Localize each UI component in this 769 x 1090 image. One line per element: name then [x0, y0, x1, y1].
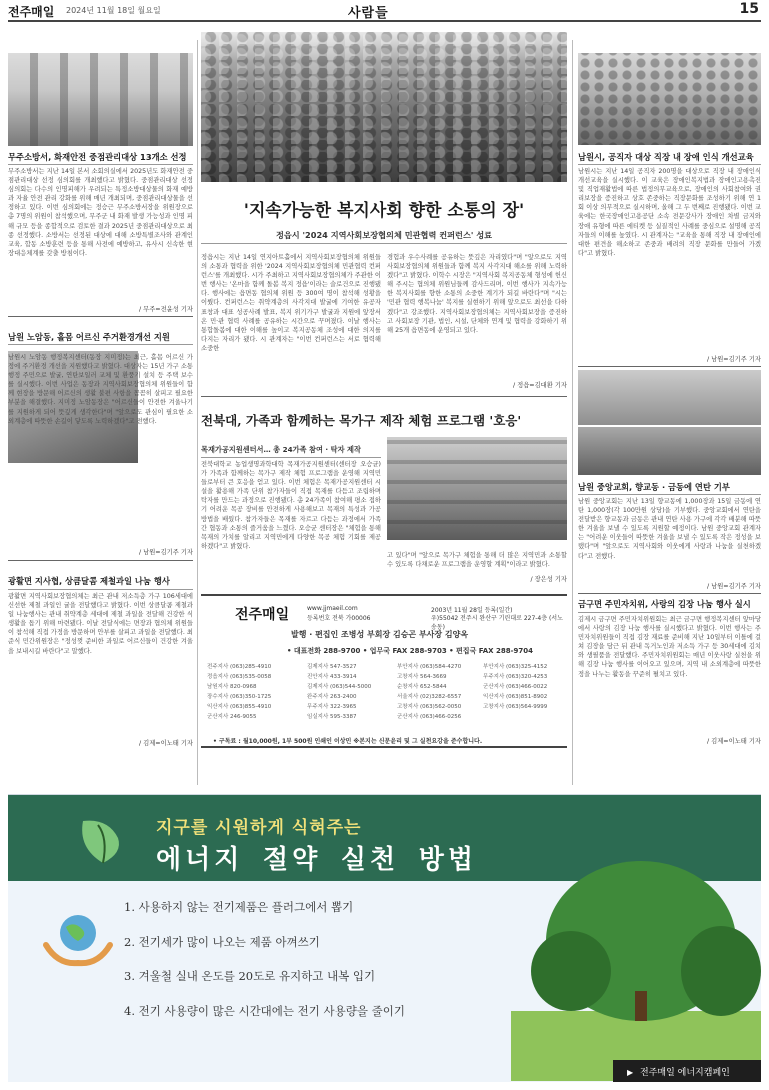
article-body: 남원시는 지난 14일 공직자 200명을 대상으로 직장 내 장애인식 개선교육을 실시했다. 이 교육은 장애인복지법과 장애인고용촉진 및 직업재활법에 따른 법정의무교육으로, 장애인의 사회참여와 권리보장을 증진하고 상호 존중하는 직장문화를 조성하기 위해 연 1회 이상 의무적으로 실시하며, 올해 그 두 번째로 진행됐다. 이번 교육에는 한국장애인고용공단 소속 전문강사가 장애인 차별 금지와 장애 유형에 따른 에티켓 등 실질적인 사례를 중심으로 설명해 공직자들의 이해를 높였다. 시 관계자는 "교육을 통해 직장 내 장애인에 대한 편견을 해소하고 존중과 배려의 직장 문화를 만들어 가겠다"고 밝혔다. — [578, 168, 761, 257]
article-body: 남원시 노암동 행정복지센터(동장 지미정)는 최근, 홀몸 어르신 가정에 주거환경 개선을 지원했다고 밝혔다. 대상자는 15년 가구 소통행정 주민으로 발굴, 연탄보일러 교체 및 환풍기 설치 등 주택 보수를 실시했다. 이번 사업은 동장과 지역사회보장협의체 위원들이 함께 현장을 방문해 어르신의 생활 불편 사항을 꼼꼼히 살피고 필요한 부분을 해결했다. 지미정 노암동장은 "어르신들이 안전한 겨울나기를 지원하게 되어 뜻깊게 생각한다"며 "앞으로도 관심이 필요한 소외계층에 따뜻한 손길이 닿도록 노력하겠다"고 전했다. — [8, 354, 193, 425]
registration-date: 2003년 11월 28일 등록(일간) — [431, 607, 513, 614]
article-body: 무주소방서는 지난 14일 본서 소회의실에서 2025년도 화재안전 중점관리대상 선정 심의회를 개최했다고 밝혔다. 중점관리대상 선정 심의회는 다수의 인명피해가 우려되는 특정소방대상물의 화재 예방과 자율 안전 관리 강화를 위해 매년 개최되며, 중점관리대상물을 선정하고 있다. 이번 심의회에는 정승근 무주소방서장을 위원장으로 총 7명의 위원이 참석했으며, 무주군 내 화재 발생 가능성과 인명 피해 규모 등을 종합적으로 검토한 결과 2025년 중점관리대상으로 최종 선정했다. 소방서는 선정된 대상에 대해 소방특별조사와 관계인 교육, 합동 소방훈련 등을 통해 사전에 예방하고, 유사시 신속한 현장대응체계를 갖출 방침이다. — [8, 168, 193, 257]
website-url: www.jjmaeil.com — [307, 605, 358, 612]
article-headline: 남원 노암동, 홀몸 어르신 주거환경개선 지원 — [8, 332, 170, 342]
article-byline: / 김제=이노태 기자 — [139, 740, 193, 747]
section-title: 사람들 — [348, 6, 389, 21]
article-headline: 무주소방서, 화재안전 중점관리대상 13개소 선정 — [8, 152, 187, 162]
leaf-icon — [68, 803, 138, 873]
woodworking-photo — [387, 437, 567, 540]
bureau-item: 고창지사 (063)564-9999 — [483, 704, 548, 710]
fire-station-photo — [8, 53, 193, 146]
second-subhead: 목재가공지원센터서… 총 24가족 참여 · 탁자 제작 — [201, 445, 361, 454]
publisher-names: 발행 · 편집인 조병성 부회장 김승곤 부사장 김양옥 — [291, 630, 469, 639]
energy-tip: 2. 전기세가 많이 나오는 제품 아껴쓰기 — [124, 934, 320, 949]
play-arrow-icon: ▶ — [627, 1068, 634, 1077]
article-body: 김제시 금구면 주민자치위원회는 최근 금구면 행정복지센터 앞마당에서 사랑의 김장 나눔 행사를 실시했다고 밝혔다. 이번 행사는 주민자치위원들이 직접 김장 재료를 준비해 지난 10일부터 이틀에 걸쳐 김장을 담근 뒤 관내 독거노인과 저소득 가구 등 30세대에 김치와 생필품을 전달했다. 주민자치위원회는 매년 이웃사랑 실천을 위해 김장 나눔 행사를 이어오고 있으며, 지역 내 소외계층에 따뜻한 정을 나누는 활동을 꾸준히 펼치고 있다. — [578, 616, 761, 678]
second-body-right: 고 있다"며 "앞으로 목가구 체험을 통해 더 많은 지역민과 소통할 수 있도록 다채로운 프로그램을 운영할 계획"이라고 밝혔다. — [387, 552, 567, 569]
article-body: 광활면 지역사회보장협의체는 최근 관내 저소득층 가구 106세대에 신선한 제철 과일인 귤을 전달했다고 밝혔다. 이번 상큼달콤 제철과일 나눔행사는 관내 취약계층 세대에 제철 과일을 전달해 건강한 식생활을 돕기 위해 마련됐다. 이날 전달식에는 면장과 협의체 위원들이 참석해 직접 가정을 방문하며 안부를 살피고 과일을 전달했다. 최준식 민간위원장은 "정성껏 준비한 과일로 어르신들이 건강한 겨울을 보내시길 바란다"고 말했다. — [8, 593, 193, 655]
article-headline: 광활면 지사협, 상큼달콤 제철과일 나눔 행사 — [8, 576, 170, 586]
briquette-donation-photo — [578, 370, 761, 425]
main-body-right: 경험과 우수사례를 공유하는 뜻깊은 자리였다"며 "앞으로도 지역사회보장협의체 위원들과 함께 복지 사각지대 해소를 위해 노력하겠다"고 밝혔다. 이학수 시장은 "지역사회 복지공동체 형성에 헌신해 주시는 협의체 위원님들께 감사드리며, 이번 행사가 지속가능한 복지사회를 향한 소통의 소중한 계기가 되길 바란다"며 "시는 '민관 협력 행복나눔' 복지를 실현하기 위해 앞으로도 최선을 다하겠다"고 강조했다. 지역사회보장협의체는 지역사회보장을 증진하고 사회보장 기관, 법인, 시설, 단체와 연계 및 협력을 강화하기 위해 25개 읍면동에 운영되고 있다. — [387, 254, 567, 334]
energy-tip: 4. 전기 사용량이 많은 시간대에는 전기 사용량을 줄이기 — [124, 1003, 405, 1018]
bureau-item: 김제지사 547-3527 — [307, 664, 357, 670]
bureau-item: 무주지사 (063)320-4253 — [483, 674, 548, 680]
second-headline: 전북대, 가족과 함께하는 목가구 제작 체험 프로그램 '호응' — [201, 413, 522, 428]
bureau-item: 전주지사 (063)285-4910 — [207, 664, 272, 670]
bureau-item: 무주지사 322-3965 — [307, 704, 357, 710]
bureau-item: 부안지사 (063)584-4270 — [397, 664, 462, 670]
main-byline: / 정읍=김대환 기자 — [513, 382, 567, 389]
campaign-text: 전주매일 에너지캠페인 — [640, 1068, 730, 1078]
energy-campaign-ad — [8, 794, 761, 1082]
article-byline: / 남원=김기주 기자 — [707, 583, 761, 590]
article-headline: 금구면 주민자치위, 사랑의 김장 나눔 행사 실시 — [578, 599, 751, 609]
bureau-item: 임실지사 595-3387 — [307, 714, 357, 720]
bureau-item: 서울지사 (02)3282-6557 — [397, 694, 462, 700]
article-byline: / 김제=이노태 기자 — [707, 738, 761, 745]
newspaper-masthead: 전주매일 — [8, 5, 55, 19]
briquette-donation-photo-2 — [578, 427, 761, 475]
bureau-item: 순창지사 652-5844 — [397, 684, 447, 690]
bureau-item: 김제지사 (063)544-5000 — [307, 684, 372, 690]
article-byline: / 무주=전윤성 기자 — [139, 306, 193, 313]
article-byline: / 남원=김기주 기자 — [139, 549, 193, 556]
bureau-item: 정읍지사 (063)535-0058 — [207, 674, 272, 680]
masthead-info-box — [201, 594, 567, 748]
masthead-footer: • 구독료 : 월10,000원, 1부 500원 인쇄인 이상민 ※본지는 신문윤리 및 그 실천요강을 준수합니다. — [213, 738, 483, 745]
office-address: 우)55042 전주시 완산구 기린대로 227-4층 (서노송동) — [431, 615, 563, 631]
bureau-item: 군산지사 (063)466-0256 — [397, 714, 462, 720]
bureau-item: 부안지사 (063)325-4152 — [483, 664, 548, 670]
main-headline: '지속가능한 복지사회 향한 소통의 장' — [243, 201, 525, 221]
energy-tip: 1. 사용하지 않는 전기제품은 플러그에서 뽑기 — [124, 900, 354, 914]
page-number: 15 — [739, 1, 759, 17]
campaign-label — [613, 1060, 761, 1082]
bureau-item: 고창지사 (063)562-0050 — [397, 704, 462, 710]
bureau-item: 남원지사 820-0968 — [207, 684, 257, 690]
ad-slogan-top: 지구를 시원하게 식혀주는 — [156, 818, 362, 838]
page-header — [8, 0, 761, 22]
article-body: 남원 중앙교회는 지난 13일 향교동에 1,000장과 15일 금동에 연탄 1,000장(각 100만원 상당)을 기부했다. 중앙교회에서 연탄을 전달받은 향교동과 금동은 관내 연탄 사용 가구에 각각 배분해 따뜻한 겨울을 보낼 수 있도록 지원할 예정이다. 남원 중앙교회 관계자는 "어려운 이웃들이 따뜻한 겨울을 보낼 수 있도록 작은 정성을 보탰다"며 "앞으로도 지역사회와 이웃에게 사랑과 나눔을 실천하겠다"고 전했다. — [578, 498, 761, 560]
issue-date: 2024년 11월 18일 월요일 — [66, 6, 161, 15]
registration-number: 등록번호 전북 가00006 — [307, 615, 371, 622]
bureau-item: 익산지사 (063)855-4910 — [207, 704, 272, 710]
bureau-item: 완주지사 263-2400 — [307, 694, 357, 700]
article-byline: / 남원=김기주 기자 — [707, 356, 761, 363]
bureau-item: 군산지사 246-9055 — [207, 714, 257, 720]
second-body: 전북대학교 농업생명과학대학 목재가공지원센터(센터장 오승균)가 가족과 함께하는 목가구 제작 체험 프로그램을 운영해 지역민들로부터 큰 호응을 얻고 있다. 이번 체험은 목재가공지원센터 시설을 활용해 가족 단위 참가자들이 직접 목재를 다듬고 조립하며 탁자를 만드는 과정으로 진행됐다. 총 24가족이 참여해 평소 접하기 어려운 목공 장비를 안전하게 사용해보고 목재의 특성과 가공 방법을 배웠다. 참가자들은 목재를 자르고 다듬는 과정에서 가족 간 협동과 소통의 즐거움을 느꼈다. 오승균 센터장은 "체험을 통해 목재의 가치를 알리고 지역민에게 다양한 목공 체험 기회를 제공하겠다"고 밝혔다. — [201, 461, 381, 550]
contact-numbers: • 대표전화 288-9700 • 업무국 FAX 288-9703 • 편집국 FAX 288-9704 — [287, 647, 533, 655]
ad-slogan-main: 에너지 절약 실천 방법 — [156, 845, 478, 875]
main-body-left: 정읍시는 지난 14일 연지아트홀에서 지역사회보장협의체 위원들의 소통과 협력을 위한 '2024 지역사회보장협의체 민관협력 컨퍼런스'를 개최했다. 시가 주최하고 지역사회보장협의체가 주관한 이번 행사는 '온마을 함께 돌봄 복지 정읍'이라는 슬로건으로 진행됐다. 행사에는 읍면동 협의체 위원 등 300여 명이 참석해 성황을 이뤘다. 컨퍼런스는 취약계층의 사각지대 발굴에 기여한 유공자 표창과 대표 성공사례 발표, 복지 위기가구 발굴과 지원에 앞장서 온 민·관 협력 사례를 공유하는 시간으로 꾸며졌다. 이날 행사는 통합돌봄에 대한 이해를 높이고 복지공동체 조성에 대한 의지를 다지는 자리가 됐다. 시 관계자는 "이번 컨퍼런스는 서로 협력해 소중한 — [201, 254, 381, 352]
masthead-logo: 전주매일 — [235, 607, 290, 623]
hands-earth-icon — [38, 905, 118, 975]
article-headline: 남원 중앙교회, 향교동 · 금동에 연탄 기부 — [578, 482, 730, 492]
tree-landscape-image — [511, 861, 761, 1081]
energy-tip: 3. 겨울철 실내 온도를 20도로 유지하고 내복 입기 — [124, 969, 376, 983]
conference-group-photo — [201, 32, 567, 182]
main-subhead: 정읍시 '2024 지역사회보장협의체 민관협력 컨퍼런스' 성료 — [275, 230, 493, 240]
bureau-item: 익산지사 (063)851-8902 — [483, 694, 548, 700]
second-byline: / 장은성 기자 — [530, 576, 567, 583]
bureau-item: 고창지사 564-3669 — [397, 674, 447, 680]
bureau-item: 장수지사 (063)350-1725 — [207, 694, 272, 700]
energy-tip-list — [124, 899, 544, 1037]
bureau-item: 군산지사 (063)466-0022 — [483, 684, 548, 690]
bureau-item: 진안지사 433-3914 — [307, 674, 357, 680]
education-photo — [578, 53, 761, 145]
article-headline: 남원시, 공직자 대상 직장 내 장애 인식 개선교육 — [578, 152, 754, 162]
